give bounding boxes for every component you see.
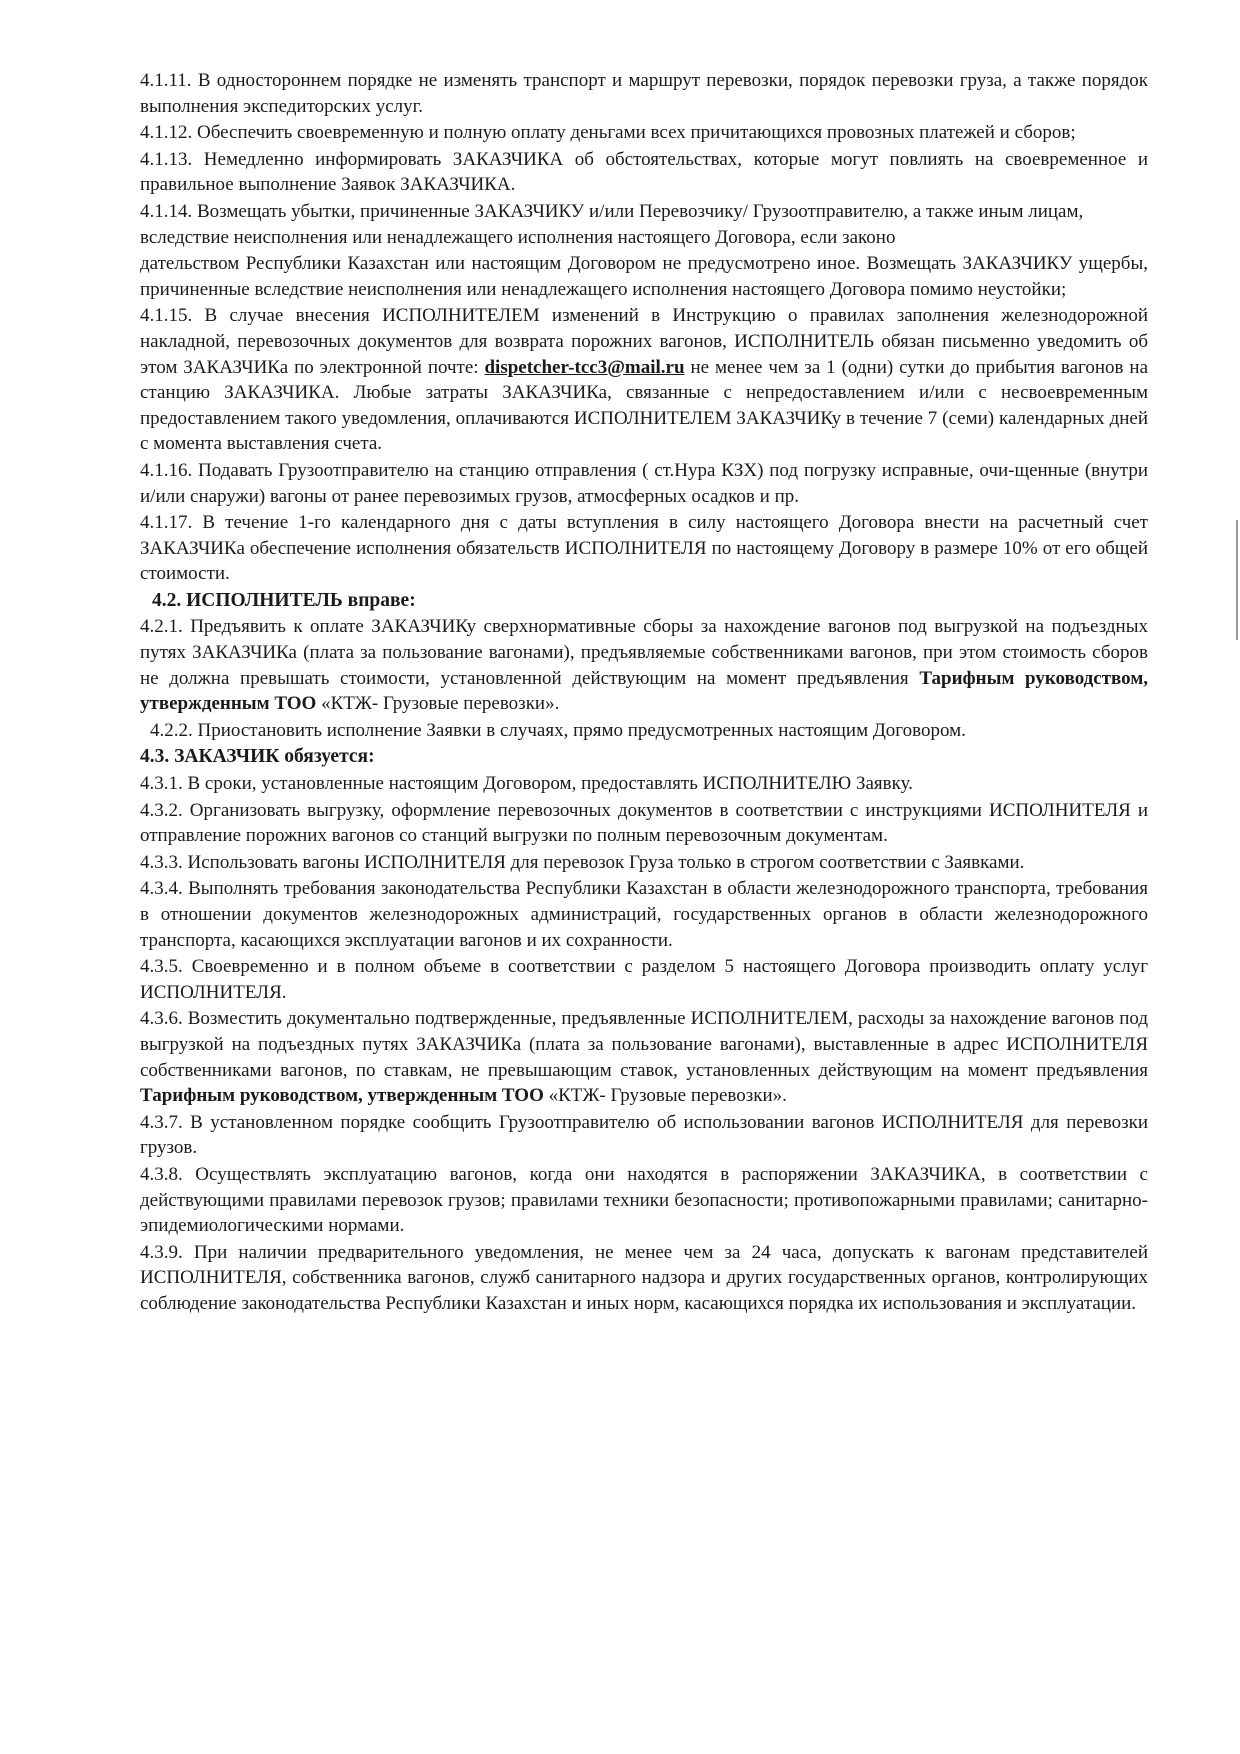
scan-edge-mark <box>1236 520 1238 640</box>
clause-4-1-15-text-end: не менее чем за 1 (одни) сутки до прибытия вагонов на станцию ЗАКАЗЧИКА. Любые затраты ЗАКАЗЧИКа, связанные с непредоставлением и/или с несвоевременным предоставлением такого уведомления, оплачиваются ИСПОЛНИТЕЛЕМ ЗАКАЗЧИКу в течение 7 (семи) календарных дней с момента выставления счета. <box>140 356 1148 455</box>
clause-4-3-8: 4.3.8. Осуществлять эксплуатацию вагонов, когда они находятся в распоряжении ЗАКАЗЧИКА, в соответствии с действующими правилами перевозок грузов; правилами техники безопасности; противопожарными правилами; санитарно-эпидемиологическими нормами. <box>140 1163 1148 1237</box>
clause-4-3-4: 4.3.4. Выполнять требования законодательства Республики Казахстан в области железнодорожного транспорта, требования в отношении документов железнодорожных администраций, государственных органов в области железнодорожного транспорта, касающихся эксплуатации вагонов и их сохранности. <box>140 878 1148 951</box>
clause-4-3-1: 4.3.1. В сроки, установленные настоящим Договором, предоставлять ИСПОЛНИТЕЛЮ Заявку. <box>140 773 913 795</box>
clause-4-3-3: 4.3.3. Использовать вагоны ИСПОЛНИТЕЛЯ для перевозок Груза только в строгом соответствии с Заявками. <box>140 851 1025 873</box>
clause-4-1-11: 4.1.11. В одностороннем порядке не изменять транспорт и маршрут перевозки, порядок перевозки груза, а также порядок выполнения экспедиторских услуг. <box>140 70 1148 117</box>
clause-4-1-13: 4.1.13. Немедленно информировать ЗАКАЗЧИКА об обстоятельствах, которые могут повлиять на своевременное и правильное выполнение Заявок ЗАКАЗЧИКА. <box>140 148 1148 196</box>
clause-4-1-17: 4.1.17. В течение 1-го календарного дня с даты вступления в силу настоящего Договора внести на расчетный счет ЗАКАЗЧИКа обеспечение исполнения обязательств ИСПОЛНИТЕЛЯ по настоящему Договору в размере 10% от его общей стоимости. <box>140 512 1148 585</box>
clause-4-2-1-text-end: «КТЖ- Грузовые перевозки». <box>321 693 560 715</box>
clause-4-2-2: 4.2.2. Приостановить исполнение Заявки в случаях, прямо предусмотренных настоящим Договором. <box>150 719 966 741</box>
clause-4-1-14-part2: дательством Республики Казахстан или настоящим Договором не предусмотрено иное. Возмещать ЗАКАЗЧИКУ ущербы, причиненные вследствие неисполнения или ненадлежащего исполнения настоящего Договора помимо неустойки; <box>140 253 1148 300</box>
clause-4-3-9: 4.3.9. При наличии предварительного уведомления, не менее чем за 24 часа, допускать к вагонам представителей ИСПОЛНИТЕЛЯ, собственника вагонов, служб санитарного надзора и других государственных органов, контролирующих соблюдение законодательства Республики Казахстан и иных норм, касающихся порядка их использования и эксплуатации. <box>140 1241 1148 1314</box>
clause-4-1-14-part1: 4.1.14. Возмещать убытки, причиненные ЗАКАЗЧИКУ и/или Перевозчику/ Грузоотправителю, а также иным лицам, вследствие неисполнения или ненадлежащего исполнения настоящего Договора, если законо <box>140 200 1084 248</box>
clause-4-3-2: 4.3.2. Организовать выгрузку, оформление перевозочных документов в соответствии с инструкциями ИСПОЛНИТЕЛЯ и отправление порожних вагонов со станций выгрузки по полным перевозочным документам. <box>140 799 1148 847</box>
clause-4-1-15 <box>140 303 1148 457</box>
section-heading-4-2: 4.2. ИСПОЛНИТЕЛЬ вправе: <box>152 589 416 611</box>
clause-4-1-15-text-start: 4.1.15. В случае внесения ИСПОЛНИТЕЛЕМ изменений в Инструкцию о правилах заполнения железнодорожной накладной, перевозочных документов для возврата порожних вагонов, ИСПОЛНИТЕЛЬ обязан письменно уведомить об этом ЗАКАЗЧИКа по электронной почте: <box>140 305 1148 378</box>
clause-4-3-6 <box>140 1006 1148 1108</box>
clause-4-2-1 <box>140 614 1148 716</box>
clause-4-2-1-text-start: 4.2.1. Предъявить к оплате ЗАКАЗЧИКу сверхнормативные сборы за нахождение вагонов под выгрузкой на подъездных путях ЗАКАЗЧИКа (плата за пользование вагонами), предъявляемые собственниками вагонов, при этом стоимость сборов не должна превышать стоимости, установленной действующим на момент предъявления <box>140 616 1148 689</box>
clause-4-3-5: 4.3.5. Своевременно и в полном объеме в соответствии с разделом 5 настоящего Договора производить оплату услуг ИСПОЛНИТЕЛЯ. <box>140 956 1148 1003</box>
clause-4-1-16: 4.1.16. Подавать Грузоотправителю на станцию отправления ( ст.Нура КЗХ) под погрузку исправные, очи-щенные (внутри и/или снаружи) вагоны от ранее перевозимых грузов, атмосферных осадков и пр. <box>140 459 1148 507</box>
email-link[interactable]: dispetcher-tcc3@mail.ru <box>484 356 685 378</box>
clause-4-2-1-bold-ref: Тарифным руководством, утвержденным ТОО <box>140 667 1149 715</box>
section-heading-4-3: 4.3. ЗАКАЗЧИК обязуется: <box>140 746 375 768</box>
clause-4-3-7: 4.3.7. В установленном порядке сообщить Грузоотправителю об использовании вагонов ИСПОЛНИТЕЛЯ для перевозки грузов. <box>140 1111 1148 1159</box>
clause-4-1-12: 4.1.12. Обеспечить своевременную и полную оплату деньгами всех причитающихся провозных платежей и сборов; <box>140 122 1076 144</box>
clause-4-3-6-text-start: 4.3.6. Возместить документально подтвержденные, предъявленные ИСПОЛНИТЕЛЕМ, расходы за нахождение вагонов под выгрузкой на подъездных путях ЗАКАЗЧИКа (плата за пользование вагонами), выставленные в адрес ИСПОЛНИТЕЛЯ собственниками вагонов, по ставкам, не превышающим ставок, установленных действующим на момент предъявления <box>140 1008 1148 1081</box>
clause-4-3-6-text-end: «КТЖ- Грузовые перевозки». <box>548 1085 787 1107</box>
clause-4-3-6-bold-ref: Тарифным руководством, утвержденным ТОО <box>140 1085 544 1107</box>
